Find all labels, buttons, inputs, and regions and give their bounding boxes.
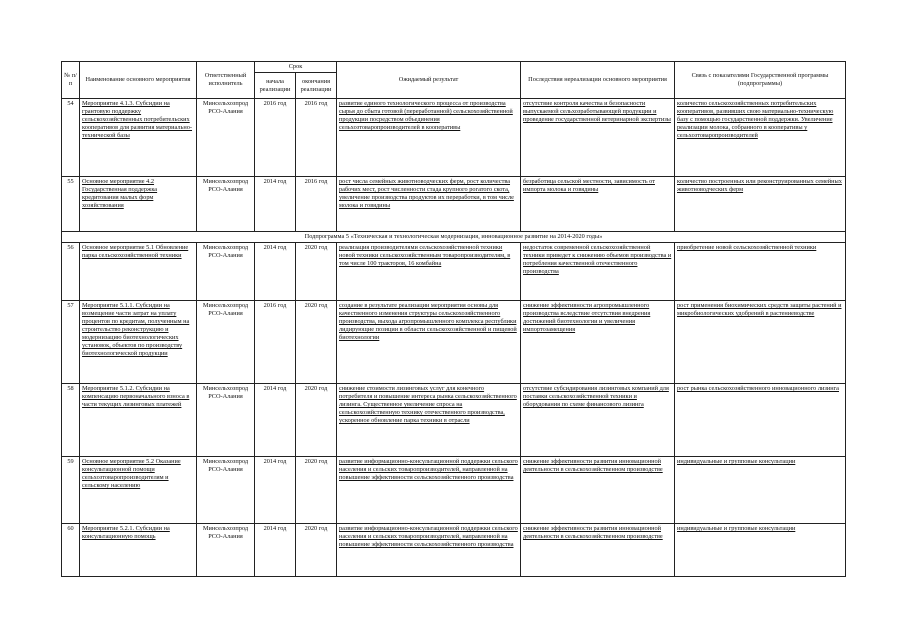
header-end: окончания реализации <box>296 73 337 99</box>
row-end: 2020 год <box>296 301 337 384</box>
row-consequences: снижение эффективности развития инновационной деятельности в сельскохозяйственном производстве <box>521 457 675 524</box>
row-num: 54 <box>62 99 80 177</box>
subprogram-row <box>62 232 846 243</box>
row-name: Основное мероприятие 5.1 Обновление парка сельскохозяйственной техники <box>80 243 197 301</box>
table-row <box>62 524 846 577</box>
row-name: Мероприятие 5.1.2. Субсидии на компенсацию первоначального взноса в части текущих лизинговых платежей <box>80 384 197 457</box>
header-start: начала реализации <box>255 73 296 99</box>
row-start: 2016 год <box>255 99 296 177</box>
header-link: Связь с показателями Государственной программы (подпрограммы) <box>675 62 846 99</box>
subprogram-title: Подпрограмма 5 «Техническая и технологическая модернизация, инновационное развитие на 2014-2020 годы» <box>62 232 846 243</box>
row-start: 2014 год <box>255 384 296 457</box>
row-link: индивидуальные и групповые консультации <box>675 457 846 524</box>
row-resp: Минсельхозпрод РСО-Алания <box>197 99 255 177</box>
row-start: 2014 год <box>255 457 296 524</box>
row-end: 2016 год <box>296 99 337 177</box>
table-row <box>62 301 846 384</box>
row-start: 2016 год <box>255 301 296 384</box>
table-row <box>62 177 846 232</box>
row-num: 56 <box>62 243 80 301</box>
row-start: 2014 год <box>255 243 296 301</box>
row-consequences: снижение эффективности развития инновационной деятельности в сельскохозяйственном производстве <box>521 524 675 577</box>
row-link: приобретение новой сельскохозяйственной техники <box>675 243 846 301</box>
row-num: 60 <box>62 524 80 577</box>
row-end: 2020 год <box>296 243 337 301</box>
row-end: 2020 год <box>296 384 337 457</box>
table-row <box>62 243 846 301</box>
row-consequences: недостаток современной сельскохозяйственной техники приведет к снижению объемов производства и потребления качественной отечественного производства <box>521 243 675 301</box>
header-num: № п/п <box>62 62 80 99</box>
row-resp: Минсельхозпрод РСО-Алания <box>197 301 255 384</box>
row-link: рост применения биохимических средств защиты растений и микробиологических удобрений в растениеводстве <box>675 301 846 384</box>
header-result: Ожидаемый результат <box>337 62 521 99</box>
row-resp: Минсельхозпрод РСО-Алания <box>197 524 255 577</box>
row-link: количество построенных или реконструированных семейных животноводческих ферм <box>675 177 846 232</box>
row-result: создание в результате реализации мероприятия основы для качественного изменения структуры сельскохозяйственного производства, выхода агропромышленного комплекса республики лидирующие позиции в области сельскохозяйственной и пищевой биотехнологии <box>337 301 521 384</box>
row-consequences: безработица сельской местности, зависимость от импорта молока и говядины <box>521 177 675 232</box>
row-name: Мероприятие 5.1.1. Субсидии на возмещение части затрат на уплату процентов по кредитам, полученным на строительство реконструкцию и модернизацию биотехнологических установок, объектов по производству биотехнологической продукции <box>80 301 197 384</box>
header-consequences: Последствия нереализации основного мероприятия <box>521 62 675 99</box>
header-row-top <box>62 62 846 73</box>
table-row <box>62 457 846 524</box>
row-name: Мероприятие 4.1.3. Субсидии на грантовую поддержку сельскохозяйственных потребительских кооперативов для развития материально-технической базы <box>80 99 197 177</box>
row-result: развитие единого технологического процесса от производства сырья до сбыта готовой (переработанной) сельскохозяйственной продукции посредством объединения сельхозтоваропроизводителей в кооперативы <box>337 99 521 177</box>
row-link: количество сельскохозяйственных потребительских кооперативов, развивших свою материально-техническую базу с помощью государственной поддержки. Увеличение реализации молока, собранного в кооперативы у сельхозтоваропроизводителей <box>675 99 846 177</box>
row-name: Мероприятие 5.2.1. Субсидии на консультационную помощь <box>80 524 197 577</box>
row-link: индивидуальные и групповые консультации <box>675 524 846 577</box>
row-name: Основное мероприятие 4.2 Государственная поддержка кредитования малых форм хозяйствования <box>80 177 197 232</box>
row-num: 58 <box>62 384 80 457</box>
row-resp: Минсельхозпрод РСО-Алания <box>197 243 255 301</box>
row-end: 2020 год <box>296 524 337 577</box>
row-link: рост рынка сельскохозяйственного инновационного лизинга <box>675 384 846 457</box>
row-consequences: снижение эффективности агропромышленного производства вследствие отсутствия внедрения достижений биотехнологии и увеличения импортозамещения <box>521 301 675 384</box>
row-start: 2014 год <box>255 177 296 232</box>
table-row <box>62 384 846 457</box>
row-end: 2020 год <box>296 457 337 524</box>
row-result: рост числа семейных животноводческих ферм, рост количества рабочих мест, рост численности стада крупного рогатого скота, увеличение производства продуктов их переработки, в том числе молока и говядины <box>337 177 521 232</box>
row-consequences: отсутствие контроля качества и безопасности выпускаемой сельхозработывающей продукции и проведение государственной ветеринарной экспертизы <box>521 99 675 177</box>
header-name: Наименование основного мероприятия <box>80 62 197 99</box>
header-resp: Ответственный исполнитель <box>197 62 255 99</box>
header-term: Срок <box>255 62 337 73</box>
row-name: Основное мероприятие 5.2 Оказание консультационной помощи сельхозтоваропроизводителям и сельскому населению <box>80 457 197 524</box>
table-row <box>62 99 846 177</box>
row-resp: Минсельхозпрод РСО-Алания <box>197 457 255 524</box>
row-result: развитие информационно-консультационной поддержки сельского населения и сельских товаропроизводителей, направленной на повышение эффективности сельскохозяйственного производства <box>337 524 521 577</box>
row-num: 59 <box>62 457 80 524</box>
row-resp: Минсельхозпрод РСО-Алания <box>197 384 255 457</box>
row-start: 2014 год <box>255 524 296 577</box>
row-consequences: отсутствие субсидирования лизинговых компаний для поставки сельскохозяйственной техники и оборудования по схеме финансового лизинга <box>521 384 675 457</box>
row-resp: Минсельхозпрод РСО-Алания <box>197 177 255 232</box>
row-num: 55 <box>62 177 80 232</box>
row-end: 2016 год <box>296 177 337 232</box>
row-result: реализация производителями сельскохозяйственной техники новой техники сельскохозяйственным товаропроизводителям, в том числе 100 тракторов, 16 комбайна <box>337 243 521 301</box>
row-num: 57 <box>62 301 80 384</box>
row-result: развитие информационно-консультационной поддержки сельского населения и сельских товаропроизводителей, направленной на повышение эффективности сельскохозяйственного производства <box>337 457 521 524</box>
row-result: снижение стоимости лизинговых услуг для конечного потребителя и повышение интереса рынка сельскохозяйственного лизинга. Существенное увеличение спроса на сельскохозяйственную технику отечественного производства, ускоренное обновление парка техники в отрасли <box>337 384 521 457</box>
measures-table <box>61 61 846 577</box>
